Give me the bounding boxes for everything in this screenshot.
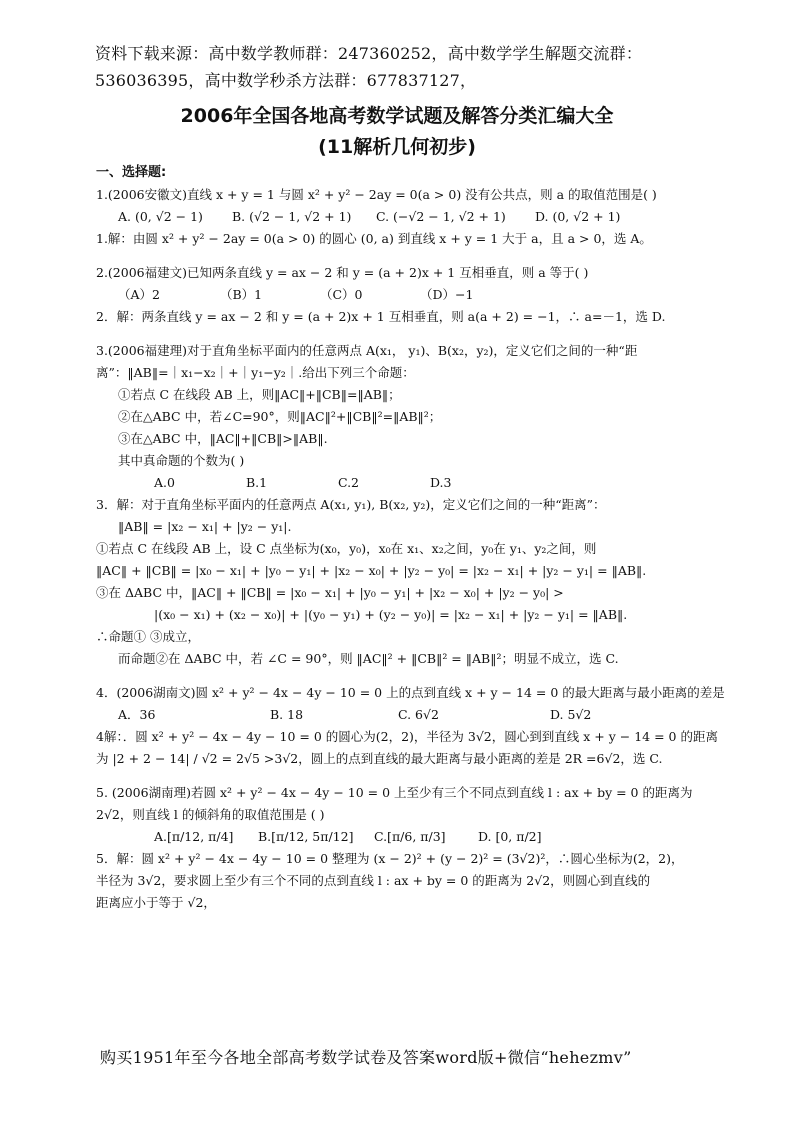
- question-3-solution-line-4: ‖AC‖ + ‖CB‖ = |x₀ − x₁| + |y₀ − y₁| + |x₂ − x₀| + |y₂ − y₀| = |x₂ − x₁| + |y₂ − y₁| = ‖AB‖.: [96, 563, 647, 578]
- question-3-options: [96, 472, 706, 494]
- question-3-solution-line-6: |(x₀ − x₁) + (x₂ − x₀)| + |(y₀ − y₁) + (y₂ − y₀)| = |x₂ − x₁| + |y₂ − y₁| = ‖AB‖.: [154, 607, 628, 622]
- q2-option-c: （C）0: [319, 287, 363, 302]
- q3-option-d: D.3: [429, 475, 452, 490]
- q3-option-a: A.0: [154, 475, 175, 490]
- q2-option-a: （A）2: [118, 287, 160, 302]
- q3-option-c: C.2: [337, 475, 360, 490]
- q4-option-d: D. 5√2: [549, 707, 592, 722]
- q5-option-b: B.[π/12, 5π/12]: [257, 829, 354, 844]
- q4-option-c: C. 6√2: [397, 707, 439, 722]
- question-4-solution-line-1: 4解：．圆 x² + y² − 4x − 4y − 10 = 0 的圆心为(2，2)，半径为 3√2，圆心到到直线 x + y − 14 = 0 的距离: [96, 729, 718, 744]
- question-3-solution-line-8: 而命题②在 ΔABC 中，若 ∠C = 90°，则 ‖AC‖² + ‖CB‖² = ‖AB‖²；明显不成立，选 C.: [118, 651, 619, 666]
- question-2-stem: 2.(2006福建文)已知两条直线 y = ax − 2 和 y = (a + 2)x + 1 互相垂直，则 a 等于( ): [96, 265, 589, 280]
- q1-option-a: A. (0, √2 − 1): [118, 209, 203, 224]
- document-subtitle: (11解析几何初步): [318, 136, 476, 158]
- question-4-stem: 4．(2006湖南文)圆 x² + y² − 4x − 4y − 10 = 0 上的点到直线 x + y − 14 = 0 的最大距离与最小距离的差是: [96, 685, 725, 700]
- question-3-solution-line-5: ③在 ΔABC 中，‖AC‖ + ‖CB‖ = |x₀ − x₁| + |y₀ − y₁| + |x₂ − x₀| + |y₂ − y₀| >: [96, 585, 564, 600]
- q3-option-b: B.1: [245, 475, 268, 490]
- document-body: [96, 162, 725, 914]
- question-1-stem: 1.(2006安徽文)直线 x + y = 1 与圆 x² + y² − 2ay = 0(a > 0) 没有公共点，则 a 的取值范围是( ): [96, 187, 657, 202]
- question-3-ask: 其中真命题的个数为( ): [118, 453, 245, 468]
- q1-option-c: C. (−√2 − 1, √2 + 1): [375, 209, 506, 224]
- question-3-proposition-1: ①若点 C 在线段 AB 上，则‖AC‖+‖CB‖=‖AB‖；: [118, 387, 401, 402]
- q5-option-c: C.[π/6, π/3]: [373, 829, 446, 844]
- question-3-solution-line-7: ∴命题① ③成立，: [96, 629, 200, 644]
- header-line-1: 资料下载来源：高中数学教师群：247360252，高中数学学生解题交流群：: [95, 44, 643, 63]
- question-5-solution-line-2: 半径为 3√2，要求圆上至少有三个不同的点到直线 l : ax + by = 0 的距离为 2√2，则圆心到直线的: [96, 873, 651, 888]
- question-2-options: [96, 284, 706, 306]
- question-4-solution-line-2: 为 |2 + 2 − 14| / √2 = 2√5 >3√2，圆上的点到直线的最大距离与最小距离的差是 2R =6√2，选 C.: [96, 751, 663, 766]
- q5-option-d: D. [0, π/2]: [477, 829, 542, 844]
- question-5-options: [96, 826, 706, 848]
- purchase-footer: 购买1951年至今各地全部高考数学试卷及答案word版+微信“hehezmv”: [100, 1048, 632, 1067]
- q4-option-b: B. 18: [269, 707, 304, 722]
- question-5-stem-line-1: 5. (2006湖南理)若圆 x² + y² − 4x − 4y − 10 = 0 上至少有三个不同点到直线 l : ax + by = 0 的距离为: [96, 785, 693, 800]
- question-3-solution-line-2: ‖AB‖ = |x₂ − x₁| + |y₂ − y₁|.: [118, 519, 292, 534]
- q2-option-b: （B）1: [219, 287, 263, 302]
- question-5-solution-line-1: 5．解：圆 x² + y² − 4x − 4y − 10 = 0 整理为 (x − 2)² + (y − 2)² = (3√2)²，∴圆心坐标为(2，2)，: [96, 851, 684, 866]
- section-heading: 一、选择题:: [96, 165, 167, 180]
- question-2-solution: 2．解：两条直线 y = ax − 2 和 y = (a + 2)x + 1 互相垂直，则 a(a + 2) = −1，∴ a=－1，选 D.: [96, 309, 666, 324]
- question-4-options: [96, 704, 706, 726]
- question-3-stem-line-1: 3.(2006福建理)对于直角坐标平面内的任意两点 A(x₁， y₁)、B(x₂，y₂)，定义它们之间的一种“距: [96, 343, 638, 358]
- question-3-proposition-2: ②在△ABC 中，若∠C=90°，则‖AC‖²+‖CB‖²=‖AB‖²；: [118, 409, 442, 424]
- q2-option-d: （D）−1: [419, 287, 474, 302]
- question-3-stem-line-2: 离”：‖AB‖=｜x₁−x₂｜+｜y₁−y₂｜.给出下列三个命题：: [96, 365, 415, 380]
- q5-option-a: A.[π/12, π/4]: [154, 829, 234, 844]
- question-3-solution-line-3: ①若点 C 在线段 AB 上，设 C 点坐标为(x₀，y₀)，x₀在 x₁、x₂之间，y₀在 y₁、y₂之间，则: [96, 541, 597, 556]
- question-3-proposition-3: ③在△ABC 中，‖AC‖+‖CB‖>‖AB‖.: [118, 431, 328, 446]
- question-1-solution: 1.解：由圆 x² + y² − 2ay = 0(a > 0) 的圆心 (0, a) 到直线 x + y = 1 大于 a，且 a > 0，选 A。: [96, 231, 652, 246]
- question-5-stem-line-2: 2√2，则直线 l 的倾斜角的取值范围是 ( ): [96, 807, 325, 822]
- q1-option-d: D. (0, √2 + 1): [534, 209, 621, 224]
- question-5-solution-line-3: 距离应小于等于 √2，: [96, 895, 216, 910]
- header-line-2: 536036395，高中数学秒杀方法群：677837127，: [95, 71, 477, 90]
- q1-option-b: B. (√2 − 1, √2 + 1): [231, 209, 352, 224]
- source-header: [95, 40, 715, 94]
- q4-option-a: A．36: [118, 707, 156, 722]
- question-1-options: [96, 206, 706, 228]
- document-title: 2006年全国各地高考数学试题及解答分类汇编大全: [180, 105, 614, 127]
- question-3-solution-line-1: 3．解：对于直角坐标平面内的任意两点 A(x₁, y₁), B(x₂, y₂)，定义它们之间的一种“距离”：: [96, 497, 606, 512]
